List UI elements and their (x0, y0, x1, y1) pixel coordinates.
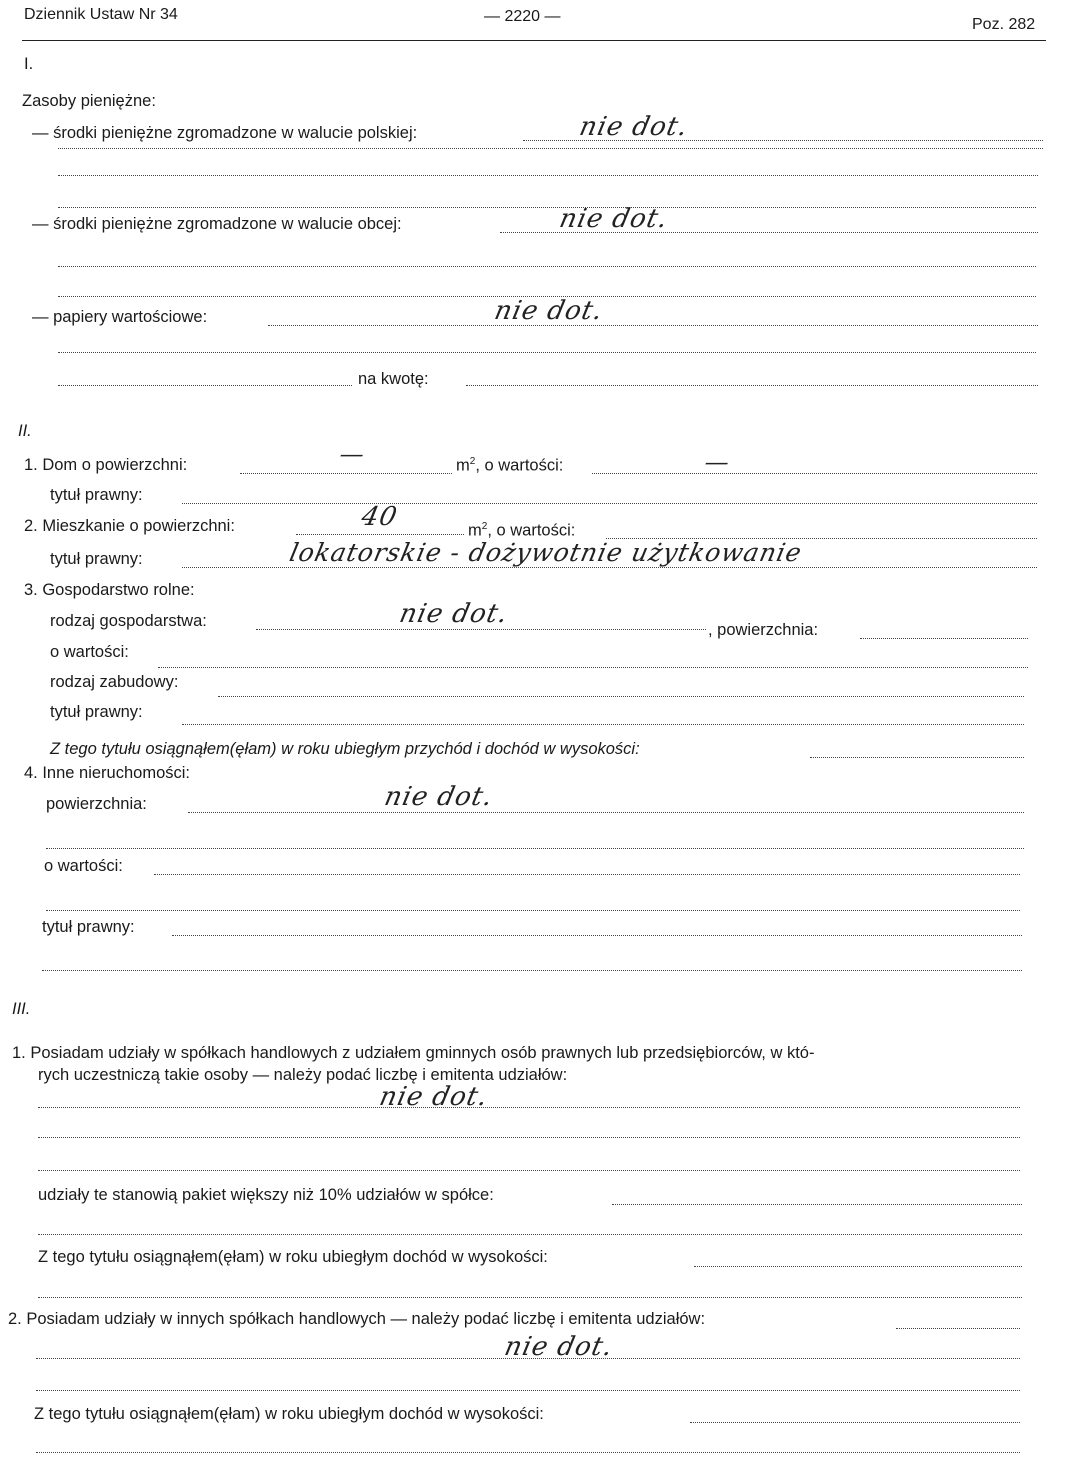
page-number: — 2220 — (484, 8, 561, 25)
farm-title-label: tytuł prawny: (50, 703, 143, 721)
other-area-label: powierzchnia: (46, 795, 147, 813)
house-area-label: 1. Dom o powierzchni: (24, 456, 188, 474)
shares2-label: 2. Posiadam udziały w innych spółkach handlowych — należy podać liczbę i emitenta udziałów: (8, 1310, 706, 1328)
securities-line-2 (58, 352, 1036, 353)
flat-area-field[interactable] (296, 534, 464, 535)
house-title-label: tytuł prawny: (50, 486, 143, 504)
flat-area-value: 40 (358, 502, 401, 532)
other-title-label: tytuł prawny: (42, 918, 135, 936)
other-area-value: nie dot. (381, 782, 496, 812)
flat-title-value: lokatorskie - dożywotnie użytkowanie (286, 538, 805, 567)
section-3-numeral: III. (12, 1000, 31, 1018)
shares2-field[interactable] (896, 1328, 1020, 1329)
income2-label: Z tego tytułu osiągnąłem(ęłam) w roku ubiegłym dochód w wysokości: (34, 1405, 544, 1423)
income2-field[interactable] (690, 1422, 1020, 1423)
other-value-field[interactable] (154, 874, 1020, 875)
flat-title-label: tytuł prawny: (50, 550, 143, 568)
flat-area-label: 2. Mieszkanie o powierzchni: (24, 517, 235, 535)
house-value-field[interactable] (592, 473, 1037, 474)
farm-type-field[interactable] (256, 629, 706, 630)
house-title-field[interactable] (182, 503, 1037, 504)
income1-line-2 (38, 1297, 1022, 1298)
shares2-line-3 (36, 1390, 1020, 1391)
farm-type-label: rodzaj gospodarstwa: (50, 612, 207, 630)
farm-build-label: rodzaj zabudowy: (50, 673, 179, 691)
other-title-field[interactable] (172, 935, 1022, 936)
pln-funds-line-2 (58, 148, 1043, 149)
other-title-line-2 (42, 970, 1022, 971)
farm-income-field[interactable] (810, 757, 1024, 758)
pln-funds-label: — środki pieniężne zgromadzone w walucie polskiej: (32, 124, 418, 142)
securities-line-3 (58, 385, 352, 386)
farm-label: 3. Gospodarstwo rolne: (24, 581, 195, 599)
flat-title-field[interactable] (182, 567, 1037, 568)
shares1-line1: 1. Posiadam udziały w spółkach handlowych z udziałem gminnych osób prawnych lub przedsiębiorców, w któ- (12, 1044, 815, 1062)
foreign-funds-value: nie dot. (556, 204, 671, 234)
amount-field[interactable] (466, 385, 1038, 386)
farm-area-label: , powierzchnia: (708, 621, 819, 639)
journal-title: Dziennik Ustaw Nr 34 (24, 6, 178, 23)
shares2-value: nie dot. (501, 1332, 616, 1362)
income2-line-2 (36, 1452, 1020, 1453)
other-area-line-2 (46, 848, 1024, 849)
farm-income-label: Z tego tytułu osiągnąłem(ęłam) w roku ubiegłym przychód i dochód w wysokości: (50, 740, 640, 758)
farm-title-field[interactable] (182, 724, 1024, 725)
other-value-line-2 (46, 910, 1020, 911)
pln-funds-line-4 (58, 207, 1036, 208)
securities-field[interactable] (268, 325, 1038, 326)
packet-line-2 (38, 1234, 1022, 1235)
foreign-funds-label: — środki pieniężne zgromadzone w walucie obcej: (32, 215, 402, 233)
income1-label: Z tego tytułu osiągnąłem(ęłam) w roku ubiegłym dochód w wysokości: (38, 1248, 548, 1266)
amount-label: na kwotę: (358, 370, 429, 388)
shares1-line2: rych uczestniczą takie osoby — należy podać liczbę i emitenta udziałów: (38, 1066, 568, 1084)
header-rule (22, 40, 1046, 41)
pln-funds-line-3 (58, 175, 1038, 176)
shares1-line-3 (38, 1170, 1020, 1171)
farm-value-label: o wartości: (50, 643, 129, 661)
flat-value-label: $m^2$, o wartości: (468, 521, 576, 540)
income1-field[interactable] (694, 1266, 1022, 1267)
shares1-value: nie dot. (376, 1082, 491, 1112)
section-2-numeral: II. (18, 422, 32, 440)
house-area-field[interactable] (240, 473, 452, 474)
position-number: Poz. 282 (972, 16, 1036, 33)
securities-label: — papiery wartościowe: (32, 308, 208, 326)
farm-type-value: nie dot. (396, 599, 511, 629)
shares1-line-2 (38, 1137, 1020, 1138)
farm-build-field[interactable] (218, 696, 1024, 697)
packet-field[interactable] (612, 1204, 1022, 1205)
shares1-field[interactable] (38, 1107, 1020, 1108)
farm-value-field[interactable] (158, 667, 1028, 668)
section-1-numeral: I. (24, 55, 34, 73)
other-value-label: o wartości: (44, 857, 123, 875)
other-area-field[interactable] (188, 812, 1024, 813)
packet-label: udziały te stanowią pakiet większy niż 10% udziałów w spółce: (38, 1186, 494, 1204)
securities-value: nie dot. (491, 296, 606, 326)
farm-area-field[interactable] (860, 638, 1028, 639)
section-1-title: Zasoby pieniężne: (22, 92, 156, 110)
other-property-label: 4. Inne nieruchomości: (24, 764, 191, 782)
foreign-funds-line-2 (58, 266, 1036, 267)
house-value-label: $m^2$, o wartości: (456, 456, 564, 475)
house-area-value: — (337, 440, 368, 468)
house-value-value: — (702, 448, 733, 476)
pln-funds-value: nie dot. (576, 112, 691, 142)
